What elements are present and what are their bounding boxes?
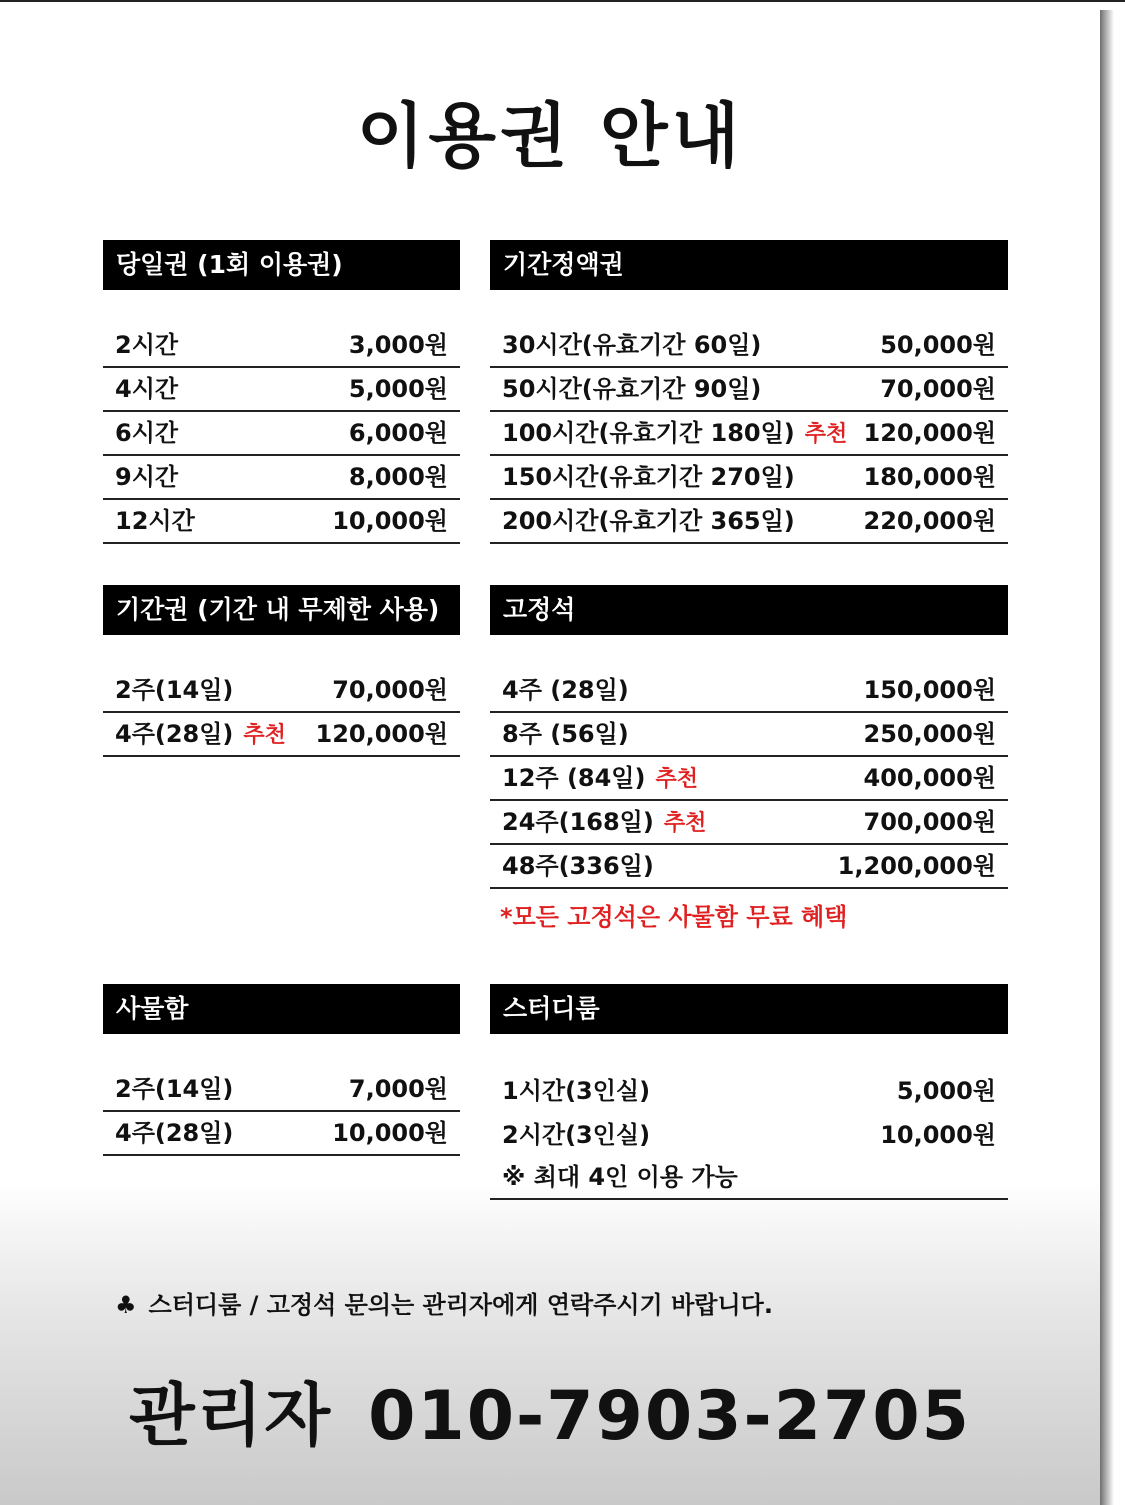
section-header: 당일권 (1회 이용권) [103, 240, 460, 290]
price-row [103, 1068, 460, 1112]
price-row [103, 456, 460, 500]
row-label: 200시간(유효기간 365일) [502, 507, 795, 535]
section-header: 스터디룸 [490, 984, 1008, 1034]
price-row [490, 412, 1008, 456]
row-label: 50시간(유효기간 90일) [502, 375, 762, 403]
row-price: 10,000원 [332, 1119, 448, 1147]
row-label: 4시간 [115, 375, 179, 403]
row-label: 30시간(유효기간 60일) [502, 331, 762, 359]
row-price: 5,000원 [896, 1077, 996, 1105]
recommend-badge: 추천 [804, 422, 848, 447]
price-row [490, 845, 1008, 889]
section-locker [103, 984, 460, 1156]
section-header: 기간권 (기간 내 무제한 사용) [103, 585, 460, 635]
section-header: 기간정액권 [490, 240, 1008, 290]
row-price: 10,000원 [332, 507, 448, 535]
section-period [103, 585, 460, 757]
row-label: 2시간 [115, 331, 179, 359]
row-price: 5,000원 [348, 375, 448, 403]
fixed-seat-note: *모든 고정석은 사물함 무료 혜택 [500, 903, 848, 931]
row-label: 2주(14일) [115, 676, 234, 704]
contact-line [0, 1362, 1100, 1459]
price-row [103, 368, 460, 412]
contact-label: 관리자 [129, 1377, 333, 1456]
section-hours [490, 240, 1008, 544]
recommend-badge: 추천 [663, 811, 707, 836]
page-shadow [1100, 10, 1125, 1505]
row-price: 50,000원 [880, 331, 996, 359]
row-price: 1,200,000원 [837, 852, 996, 880]
section-fixed [490, 585, 1008, 932]
price-row [490, 757, 1008, 801]
studyroom-note: ※ 최대 4인 이용 가능 [502, 1163, 738, 1191]
row-price: 250,000원 [863, 720, 996, 748]
row-label: 1시간(3인실) [502, 1077, 651, 1105]
row-price: 8,000원 [348, 463, 448, 491]
row-price: 10,000원 [880, 1121, 996, 1149]
row-label: 150시간(유효기간 270일) [502, 463, 795, 491]
row-label: 12주 (84일) [502, 764, 646, 792]
price-row [490, 801, 1008, 845]
price-row [490, 1112, 1008, 1156]
footer-note-text: 스터디룸 / 고정석 문의는 관리자에게 연락주시기 바랍니다. [148, 1291, 773, 1319]
section-header: 사물함 [103, 984, 460, 1034]
row-price: 120,000원 [863, 419, 996, 447]
row-label: 4주(28일) [115, 720, 234, 748]
row-label: 6시간 [115, 419, 179, 447]
row-price: 70,000원 [332, 676, 448, 704]
row-price: 180,000원 [863, 463, 996, 491]
row-label: 2시간(3인실) [502, 1121, 651, 1149]
price-row [490, 456, 1008, 500]
price-row [490, 368, 1008, 412]
recommend-badge: 추천 [243, 723, 286, 748]
row-price: 120,000원 [315, 720, 448, 748]
price-row [490, 500, 1008, 544]
row-price: 3,000원 [348, 331, 448, 359]
row-label: 12시간 [115, 507, 195, 535]
price-row [103, 1112, 460, 1156]
row-price: 70,000원 [880, 375, 996, 403]
club-icon: ♣ [115, 1291, 137, 1319]
row-label: 48주(336일) [502, 852, 654, 880]
row-price: 400,000원 [863, 764, 996, 792]
price-row [103, 669, 460, 713]
section-studyroom [490, 984, 1008, 1200]
price-row [103, 412, 460, 456]
price-row [103, 324, 460, 368]
contact-phone[interactable]: 010-7903-2705 [368, 1377, 971, 1456]
row-price: 150,000원 [863, 676, 996, 704]
row-label: 9시간 [115, 463, 179, 491]
section-header: 고정석 [490, 585, 1008, 635]
section-daily [103, 240, 460, 544]
row-price: 220,000원 [863, 507, 996, 535]
price-row [490, 669, 1008, 713]
price-row [490, 713, 1008, 757]
row-price: 700,000원 [863, 808, 996, 836]
price-row [490, 1068, 1008, 1112]
price-row [490, 324, 1008, 368]
row-label: 2주(14일) [115, 1075, 234, 1103]
price-row [103, 500, 460, 544]
row-label: 8주 (56일) [502, 720, 629, 748]
studyroom-note-row [490, 1156, 1008, 1200]
row-label: 4주(28일) [115, 1119, 234, 1147]
page-title: 이용권 안내 [356, 95, 744, 177]
recommend-badge: 추천 [655, 767, 698, 792]
row-price: 7,000원 [348, 1075, 448, 1103]
row-label: 100시간(유효기간 180일) [502, 419, 795, 447]
row-price: 6,000원 [348, 419, 448, 447]
price-row [103, 713, 460, 757]
row-label: 4주 (28일) [502, 676, 629, 704]
footer-note [115, 1285, 773, 1320]
row-label: 24주(168일) [502, 808, 654, 836]
